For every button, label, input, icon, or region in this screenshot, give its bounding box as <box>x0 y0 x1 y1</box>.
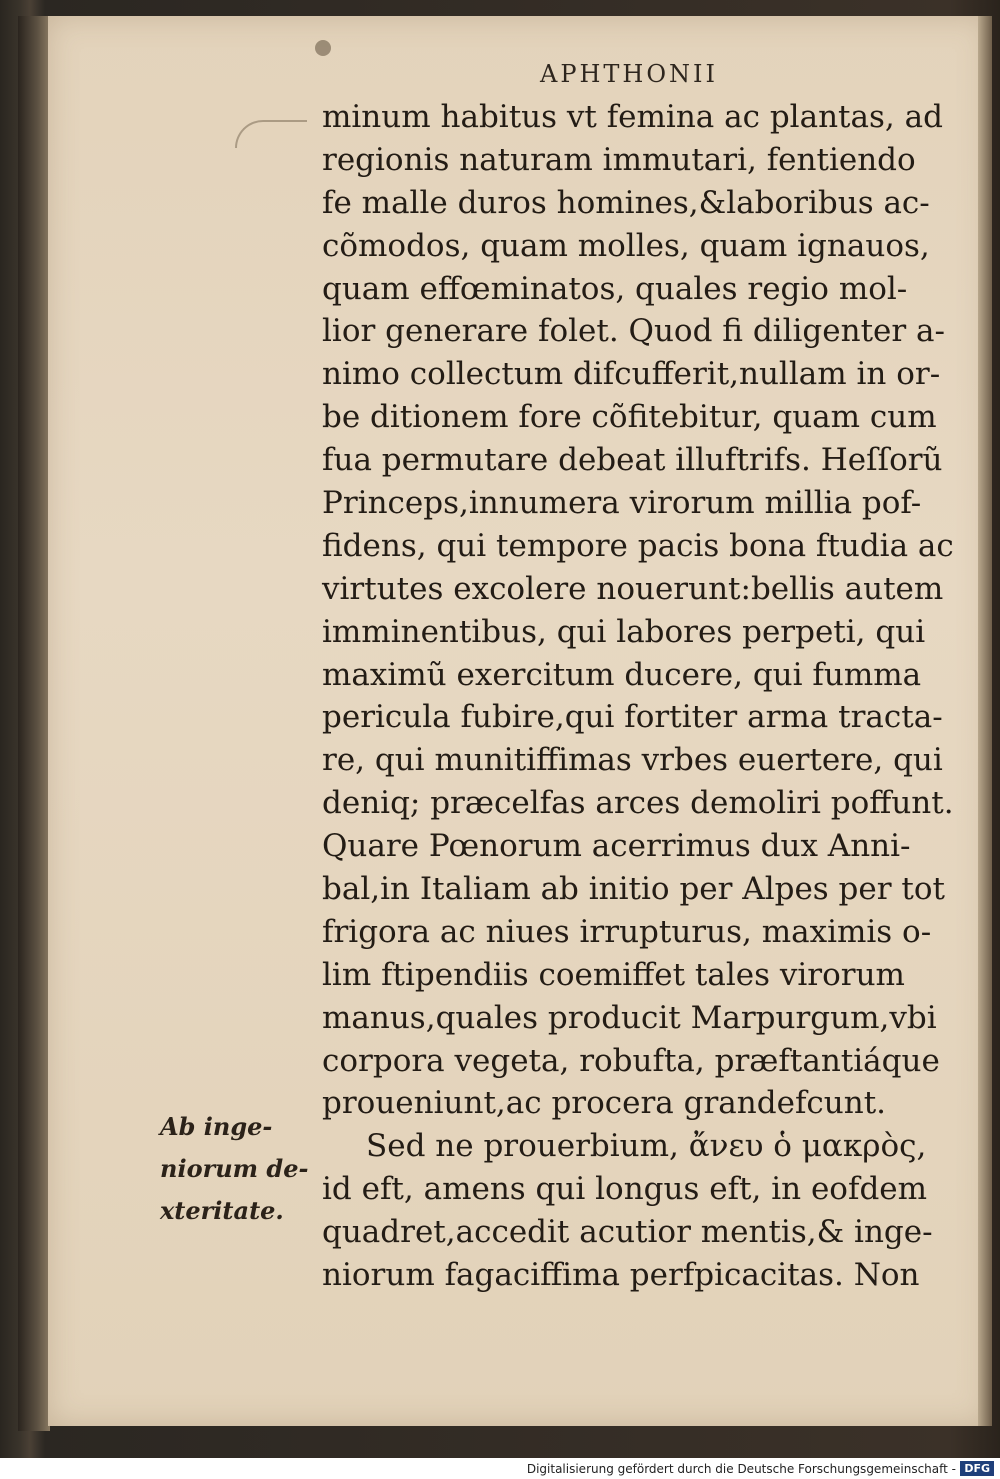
text-line: id eft, amens qui longus eft, in eofdem <box>322 1171 928 1208</box>
marginal-note <box>160 1106 315 1232</box>
text-line: pericula fubire,qui fortiter arma tracta- <box>322 699 943 736</box>
margin-note-line: Ab inge- <box>160 1112 273 1141</box>
text-line: nimo collectum difcufferit,nullam in or- <box>322 356 941 393</box>
text-line: Princeps,innumera virorum millia pof- <box>322 485 922 522</box>
text-line: cõmodos, quam molles, quam ignauos, <box>322 227 930 264</box>
running-head: APHTHONII <box>540 60 718 88</box>
text-line: Quare Pœnorum acerrimus dux Anni- <box>322 828 911 865</box>
text-line: lior generare folet. Quod fi diligenter a- <box>322 313 945 350</box>
text-line: niorum fagaciffima perfpicacitas. Non <box>322 1257 920 1294</box>
text-line: maximũ exercitum ducere, qui fumma <box>322 656 922 693</box>
text-line: be ditionem fore cõfitebitur, quam cum <box>322 399 937 436</box>
text-line: regionis naturam immutari, fentiendo <box>322 141 916 178</box>
margin-note-line: niorum de- <box>160 1154 309 1183</box>
text-line: deniq; præcelfas arces demoliri poffunt. <box>322 785 954 822</box>
pencil-mark <box>235 120 307 148</box>
footer-credit: Digitalisierung gefördert durch die Deutsche Forschungsgemeinschaft - <box>526 1462 956 1476</box>
text-line: minum habitus vt femina ac plantas, ad <box>322 99 943 135</box>
text-line: frigora ac niues irrupturus, maximis o- <box>322 913 932 950</box>
text-line: manus,quales producit Marpurgum,vbi <box>322 999 937 1036</box>
text-line: quadret,accedit acutior mentis,& inge- <box>322 1214 933 1251</box>
margin-note-line: xteritate. <box>160 1196 284 1225</box>
text-line: re, qui munitiffimas vrbes euertere, qui <box>322 742 943 779</box>
text-line: fua permutare debeat illuftrifs. Heſſorũ <box>322 442 943 479</box>
text-line: quam effœminatos, quales regio mol- <box>322 270 908 307</box>
text-line: fidens, qui tempore pacis bona ftudia ac <box>322 527 954 564</box>
text-line: virtutes excolere nouerunt:bellis autem <box>322 570 944 607</box>
text-line: Sed ne prouerbium, ἄνευ ὁ μακρὸς, <box>366 1128 927 1165</box>
text-line: bal,in Italiam ab initio per Alpes per tot <box>322 871 945 908</box>
text-line: corpora vegeta, robufta, præftantiáque <box>322 1042 940 1079</box>
page-edge <box>978 16 992 1426</box>
text-line: proueniunt,ac procera grandefcunt. <box>322 1085 887 1122</box>
text-line: fe malle duros homines,&laboribus ac- <box>322 184 930 221</box>
text-line: lim ftipendiis coemiffet tales virorum <box>322 956 905 993</box>
ink-spot <box>315 40 331 56</box>
book-binding-edge <box>18 16 50 1431</box>
text-line: imminentibus, qui labores perpeti, qui <box>322 613 926 650</box>
body-text <box>322 96 972 1297</box>
dfg-logo: DFG <box>960 1461 994 1476</box>
